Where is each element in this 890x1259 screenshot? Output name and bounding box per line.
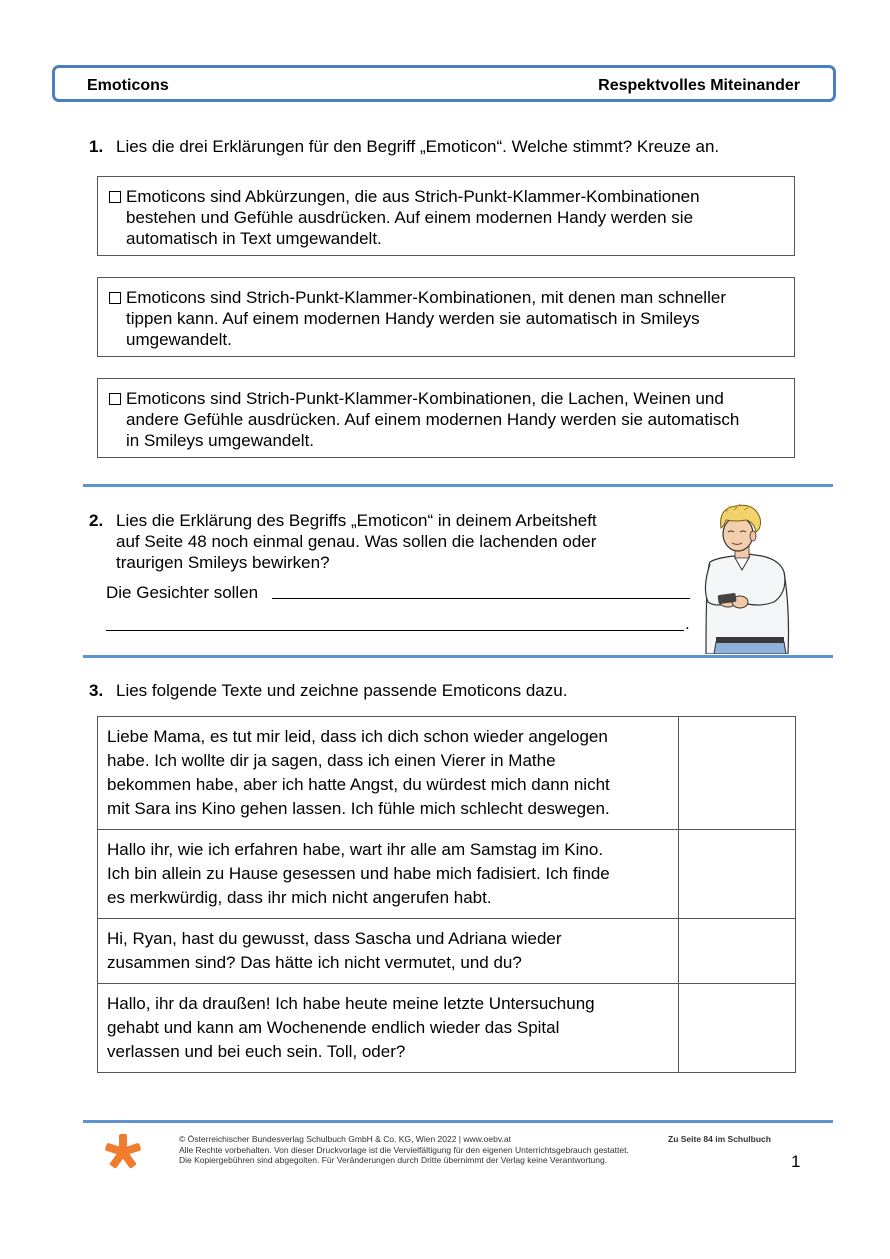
page-header — [52, 65, 836, 102]
task2-prompt: Die Gesichter sollen — [106, 583, 259, 602]
emoticon-drawing-cell[interactable] — [679, 919, 796, 984]
task3-number: 3. — [89, 681, 104, 700]
schoolbook-reference: Zu Seite 84 im Schulbuch — [668, 1134, 771, 1144]
answer-line[interactable] — [106, 630, 684, 631]
task2-question — [116, 510, 676, 573]
task1-option-1[interactable] — [97, 176, 795, 256]
page-number: 1 — [791, 1152, 801, 1171]
option-line: in Smileys umgewandelt. — [126, 431, 315, 450]
footer-divider — [83, 1120, 833, 1123]
option-line: Emoticons sind Strich-Punkt-Klammer-Kombinationen, mit denen man schneller — [126, 288, 726, 307]
answer-end-period: . — [685, 614, 690, 633]
message-text: Hallo ihr, wie ich erfahren habe, wart ihr alle am Samstag im Kino. Ich bin allein zu Hause gesessen und habe mich fadisiert. Ich finde es merkwürdig, dass ihr mich nicht angerufen habt. — [98, 830, 679, 919]
task1-option-2[interactable] — [97, 277, 795, 357]
option-line: Emoticons sind Abkürzungen, die aus Strich-Punkt-Klammer-Kombinationen — [126, 187, 700, 206]
copyright-notice: © Österreichischer Bundesverlag Schulbuch GmbH & Co. KG, Wien 2022 | www.oebv.at Alle Rechte vorbehalten. Von dieser Druckvorlage ist die Vervielfältigung für den eigenen Unterrichtsgebrauch gestattet. Die Kopiergebühren sind abgegolten. Für Veränderungen durch Dritte übernimmt der Verlag keine Verantwortung. — [179, 1134, 629, 1165]
table-row — [98, 919, 796, 984]
oebv-logo-icon — [104, 1133, 142, 1171]
boy-with-phone-illustration — [688, 498, 796, 654]
checkbox-icon[interactable] — [109, 393, 121, 405]
message-text: Hallo, ihr da draußen! Ich habe heute meine letzte Untersuchung gehabt und kann am Wochenende endlich wieder das Spital verlassen und bei euch sein. Toll, oder? — [98, 984, 679, 1073]
section-divider — [83, 655, 833, 658]
emoticon-drawing-cell[interactable] — [679, 984, 796, 1073]
option-line: Emoticons sind Strich-Punkt-Klammer-Kombinationen, die Lachen, Weinen und — [126, 389, 724, 408]
option-line: tippen kann. Auf einem modernen Handy werden sie automatisch in Smileys — [126, 309, 700, 328]
checkbox-icon[interactable] — [109, 191, 121, 203]
question-line: Lies die Erklärung des Begriffs „Emoticon“ in deinem Arbeitsheft — [116, 511, 597, 530]
task1-question: Lies die drei Erklärungen für den Begriff „Emoticon“. Welche stimmt? Kreuze an. — [116, 137, 720, 156]
table-row — [98, 717, 796, 830]
emoticon-drawing-cell[interactable] — [679, 830, 796, 919]
header-title: Emoticons — [87, 77, 169, 94]
option-line: automatisch in Text umgewandelt. — [126, 229, 382, 248]
header-topic: Respektvolles Miteinander — [598, 77, 800, 94]
option-line: umgewandelt. — [126, 330, 232, 349]
question-line: traurigen Smileys bewirken? — [116, 553, 330, 572]
checkbox-icon[interactable] — [109, 292, 121, 304]
table-row — [98, 984, 796, 1073]
message-text: Hi, Ryan, hast du gewusst, dass Sascha und Adriana wieder zusammen sind? Das hätte ich nicht vermutet, und du? — [98, 919, 679, 984]
task3-question: Lies folgende Texte und zeichne passende Emoticons dazu. — [116, 681, 568, 700]
emoticon-drawing-cell[interactable] — [679, 717, 796, 830]
table-row — [98, 830, 796, 919]
task1-number: 1. — [89, 137, 104, 156]
task1-option-3[interactable] — [97, 378, 795, 458]
section-divider — [83, 484, 833, 487]
option-line: andere Gefühle ausdrücken. Auf einem modernen Handy werden sie automatisch — [126, 410, 740, 429]
message-text: Liebe Mama, es tut mir leid, dass ich dich schon wieder angelogen habe. Ich wollte dir ja sagen, dass ich einen Vierer in Mathe bekommen habe, aber ich hatte Angst, du würdest mich dann nicht mit Sara ins Kino gehen lassen. Ich fühle mich schlecht deswegen. — [98, 717, 679, 830]
option-line: bestehen und Gefühle ausdrücken. Auf einem modernen Handy werden sie — [126, 208, 694, 227]
answer-line[interactable] — [272, 598, 690, 599]
message-table — [97, 716, 796, 1073]
task2-number: 2. — [89, 511, 104, 530]
question-line: auf Seite 48 noch einmal genau. Was sollen die lachenden oder — [116, 532, 597, 551]
